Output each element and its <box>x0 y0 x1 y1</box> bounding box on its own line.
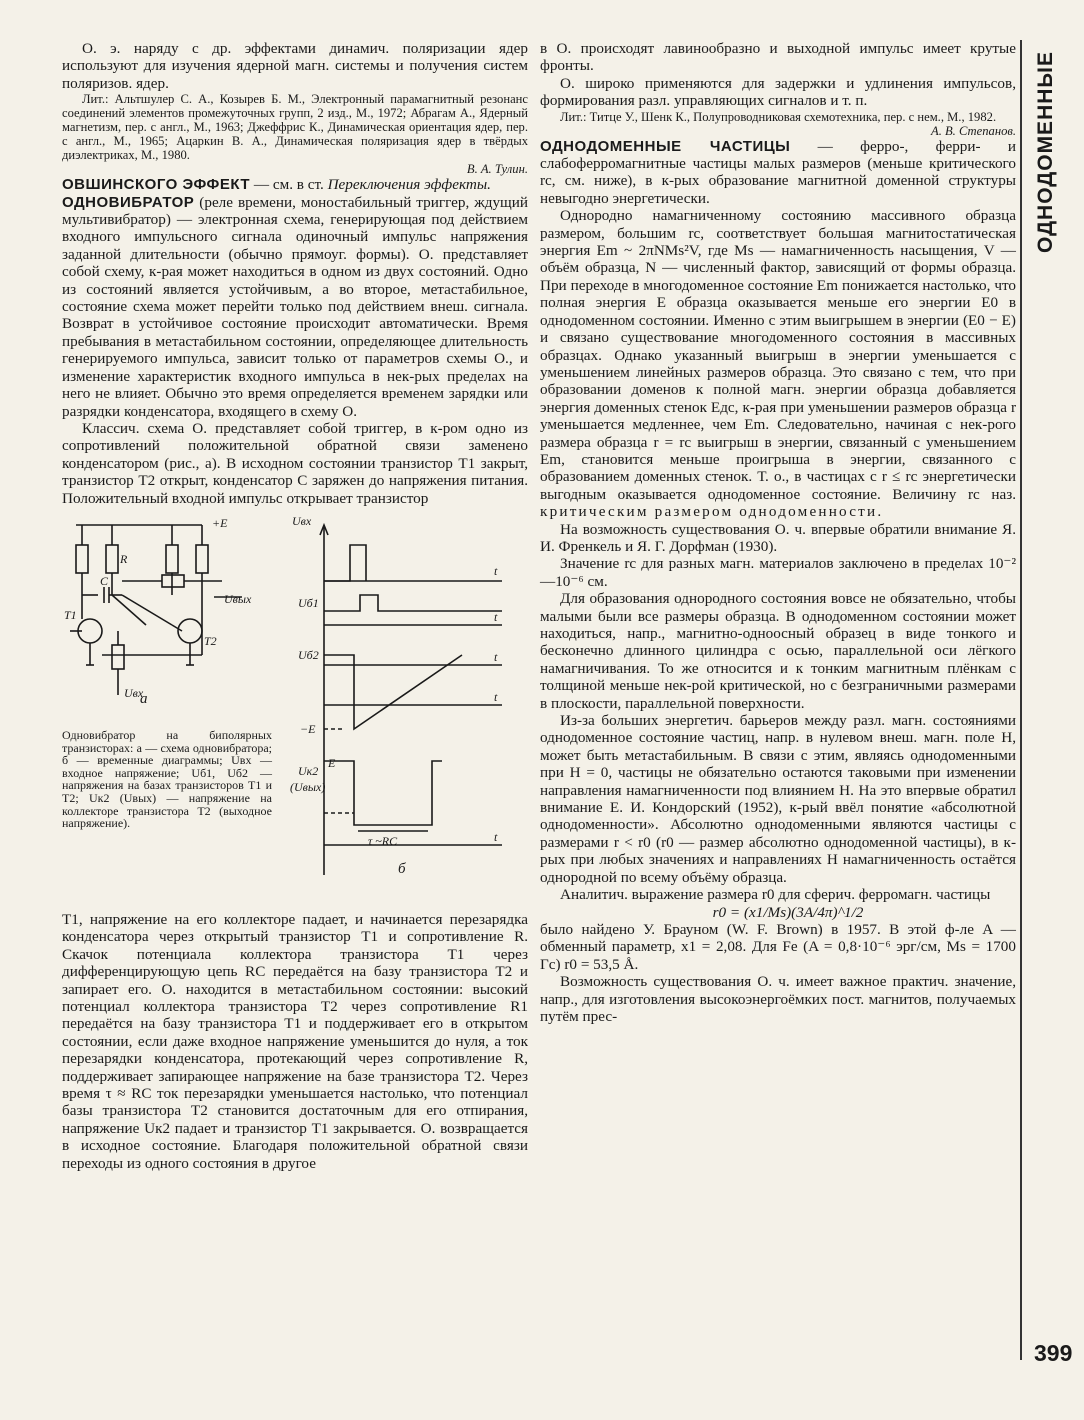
axis-label-ub2: Uб2 <box>298 647 319 662</box>
paragraph-value: Значение rc для разных магн. материалов заключено в пределах 10⁻²—10⁻⁶ см. <box>540 555 1016 590</box>
entry-odnovibrator: ОДНОВИБРАТОР (реле времени, моностабильный триггер, ждущий мультивибратор) — электронная схема, генерирующая под действием входного импульсного сигнала одиночный импульс напряжения заданной длительности (обычно прямоуг. формы). О. представляет собой схему, к-рая может находиться в одном из двух состояний. Одно из состояний является устойчивым, а во второе, метастабильное, состояние схема может перейти только под действием внеш. сигнала. Возврат в устойчивое состояние происходит автоматически. Время пребывания в метастабильном состоянии, определяющее длительность генерируемого импульса, зависит только от параметров схемы О., и изменение характеристик входного импульса в нек-рых пределах на него не влияет. Обычно это время определяется временем зарядки или разрядки конденсатора, входящего в схему О. <box>62 193 528 420</box>
literature-list: Лит.: Альтшулер С. А., Козырев Б. М., Электронный парамагнитный резонанс соединений элементов промежуточных групп, 2 изд., М., 1972; Абрагам А., Ядерный магнетизм, пер. с англ., М., 1963; Джеффрис К., Динамическая ориентация ядер, пер. с англ., М., 1965; Ацаркин В. А., Динамическая поляризация ядер в твёрдых диэлектриках, М., 1980. В. А. Тулин. <box>62 92 528 177</box>
figure-label-b: б <box>398 860 406 877</box>
axis-label-t: t <box>494 563 498 578</box>
axis-label-uk2: Uк2 <box>298 763 319 778</box>
circuit-and-timing-diagram <box>62 515 528 905</box>
running-header: ОДНОДОМЕННЫЕ <box>1034 51 1057 253</box>
axis-label-e: E <box>328 755 336 770</box>
label-u-out: Uвых <box>224 591 252 606</box>
axis-label-uout: (Uвых) <box>290 779 326 794</box>
axis-label-uin: Uвх <box>292 514 312 528</box>
paragraph-formation: Для образования однородного состояния вовсе не обязательно, чтобы малыми были все размеры образца. В однодоменном состоянии может находиться, напр., магнитно-одноосный образец в виде тонкого и бесконечно длинного цилиндра с осью, параллельной оси лёгкого намагничивания. То же относится и к тонким магнитным плёнкам с толщиной меньше нек-рой критической, но с безграничными размерами в плоскости, параллельной поверхности. <box>540 590 1016 712</box>
figure-caption: Одновибратор на биполярных транзисторах: а — схема одновибратора; б — временные диаграммы; Uвх — входное напряжение; Uб1, Uб2 — напряжения на базах транзисторов T1 и T2; Uк2 (Uвых) — напряжение на коллекторе транзистора T2 (выходное напряжение). <box>62 727 272 831</box>
entry-ovshinsky: ОВШИНСКОГО ЭФФЕКТ — см. в ст. Переключения эффекты. <box>62 176 491 194</box>
literature-list-2: Лит.: Титце У., Шенк К., Полупроводниковая схемотехника, пер. с нем., М., 1982. А. В. Степанов. <box>560 109 1016 138</box>
label-tau: τ ~RC <box>368 833 398 848</box>
axis-label-ub1: Uб1 <box>298 595 319 610</box>
axis-label-t: t <box>494 689 498 704</box>
paragraph-uses: О. широко применяются для задержки и удлинения импульсов, формирования разл. управляющих сигналов и т. п. <box>540 74 1016 110</box>
left-column <box>62 40 528 1172</box>
figure-label-a: а <box>140 690 148 707</box>
column-rule <box>1020 40 1022 1360</box>
label-t1: T1 <box>64 607 77 622</box>
label-c: C <box>100 573 109 588</box>
paragraph-frenkel: На возможность существования О. ч. впервые обратили внимание Я. И. Френкель и Я. Г. Дорфман (1930). <box>540 520 1016 555</box>
label-r: R <box>120 551 128 566</box>
label-u-in: Uвх <box>124 685 144 700</box>
axis-label-t: t <box>494 649 498 664</box>
paragraph-brown: было найдено У. Брауном (W. F. Brown) в 1957. В этой ф-ле A — обменный параметр, x1 = 2,08. Для Fe (A = 0,8·10⁻⁶ эрг/см, Ms = 1700 Гс) r0 = 53,5 Å. <box>540 920 1016 973</box>
right-column <box>540 40 1016 1025</box>
axis-label-t: t <box>494 609 498 624</box>
paragraph-barriers: Из-за больших энергетич. барьеров между разл. магн. состояниями однодоменное состояние частиц, напр. в нулевом внеш. магн. поле H, может быть метастабильным. В связи с этим, являясь однодоменными при H = 0, частицы не обязательно остаются таковыми при изменении направления намагниченности под влиянием H. На это впервые обратил внимание Е. И. Кондорский (1952), к-рый ввёл понятие «абсолютной однодоменности». Абсолютно однодоменными являются частицы с размерами r < r0 (r0 — размер абсолютно однодоменной частицы), в к-рых при любых значениях и направлениях H намагниченность остаётся однородной по всему объёму образца. <box>540 712 1016 886</box>
paragraph-after-figure: T1, напряжение на его коллекторе падает, и начинается перезарядка конденсатора через открытый транзистор T1 и сопротивление R. Скачок потенциала коллектора транзистора T1 через дифференцирующую цепь RC передаётся на базу транзистора T2 и запирает его. О. находится в метастабильном состоянии: высокий потенциал коллектора транзистора T2 через сопротивление R1 передаётся на базу транзистора T1 и поддерживает его в открытом состоянии, если даже входное напряжение уменьшится до нуля, а ток перезарядки конденсатора, протекающий через сопротивление R, поддерживает запирающее напряжение на базе транзистора T2. Через время τ ≈ RC ток перезарядки уменьшается настолько, что потенциал базы транзистора T2 становится достаточным для его отпирания, напряжение Uк2 падает и транзистор T1 закрывается. О. возвращается в исходное состояние. Благодаря положительной обратной связи переходы из одного состояния в другое <box>62 910 528 1172</box>
formula-r0: r0 = (x1/Ms)(3A/4π)^1/2 <box>712 903 864 921</box>
page-number: 399 <box>1034 1340 1073 1366</box>
paragraph-analytic: Аналитич. выражение размера r0 для сферич. ферромагн. частицы <box>560 886 991 904</box>
paragraph-continued: в О. происходят лавинообразно и выходной импульс имеет крутые фронты. <box>540 40 1016 75</box>
axis-label-minus-e: −E <box>300 721 316 736</box>
label-plus-e: +E <box>212 515 228 530</box>
paragraph-intro: О. э. наряду с др. эффектами динамич. поляризации ядер используют для изучения ядерной магн. системы и получения систем поляризов. ядер. <box>62 40 528 92</box>
paragraph-uniform: Однородно намагниченному состоянию массивного образца размером, большим rc, соответствует большая магнитостатическая энергия Em ~ 2πNMs²V, где Ms — намагниченность насыщения, V — объём образца, N — численный фактор, зависящий от формы образца. При переходе в многодоменное состояние Em понижается настолько, что полная энергия E образца оказывается меньше его энергии E0 в однодоменном состоянии. Именно с этим выигрышем в энергии (E0 − E) и связано существование многодоменного состояния в массивных образцах. Однако указанный выигрыш в энергии уменьшается с уменьшением линейных размеров образца. Это связано с тем, что при образовании доменов к полной магн. энергии образца добавляется энергия доменных стенок Eдс, к-рая при уменьшении размеров образца r уменьшается медленнее, чем Em. Следовательно, начиная с нек-рого размера образца r = rc выигрыш в энергии, связанный с уменьшением Em, становится меньше проигрыша в энергии, связанного с образованием доменных стенок. Т. о., в частицах с r ≤ rc энергетически выгодным оказывается однодоменное состояние. Величину rc наз. критическим размером однодоменности. <box>540 207 1016 521</box>
figure-monostable <box>62 515 528 905</box>
axis-label-t: t <box>494 829 498 844</box>
paragraph-last: Возможность существования О. ч. имеет важное практич. значение, напр., для изготовления высокоэнергоёмких пост. магнитов, получаемых путём прес- <box>540 973 1016 1025</box>
label-t2: T2 <box>204 633 217 648</box>
paragraph-classic: Классич. схема О. представляет собой триггер, в к-ром одно из сопротивлений положительной обратной связи заменено конденсатором (рис., а). В исходном состоянии транзистор T1 закрыт, транзистор T2 открыт, конденсатор C заряжен до напряжения питания. Положительный входной импульс открывает транзистор <box>62 419 528 507</box>
entry-single-domain-particles: ОДНОДОМЕННЫЕ ЧАСТИЦЫ — ферро-, ферри- и слабоферромагнитные частицы малых размеров (меньше критического rc, см. ниже), в к-рых образование магнитной доменной структуры невыгодно энергетически. <box>540 137 1016 207</box>
